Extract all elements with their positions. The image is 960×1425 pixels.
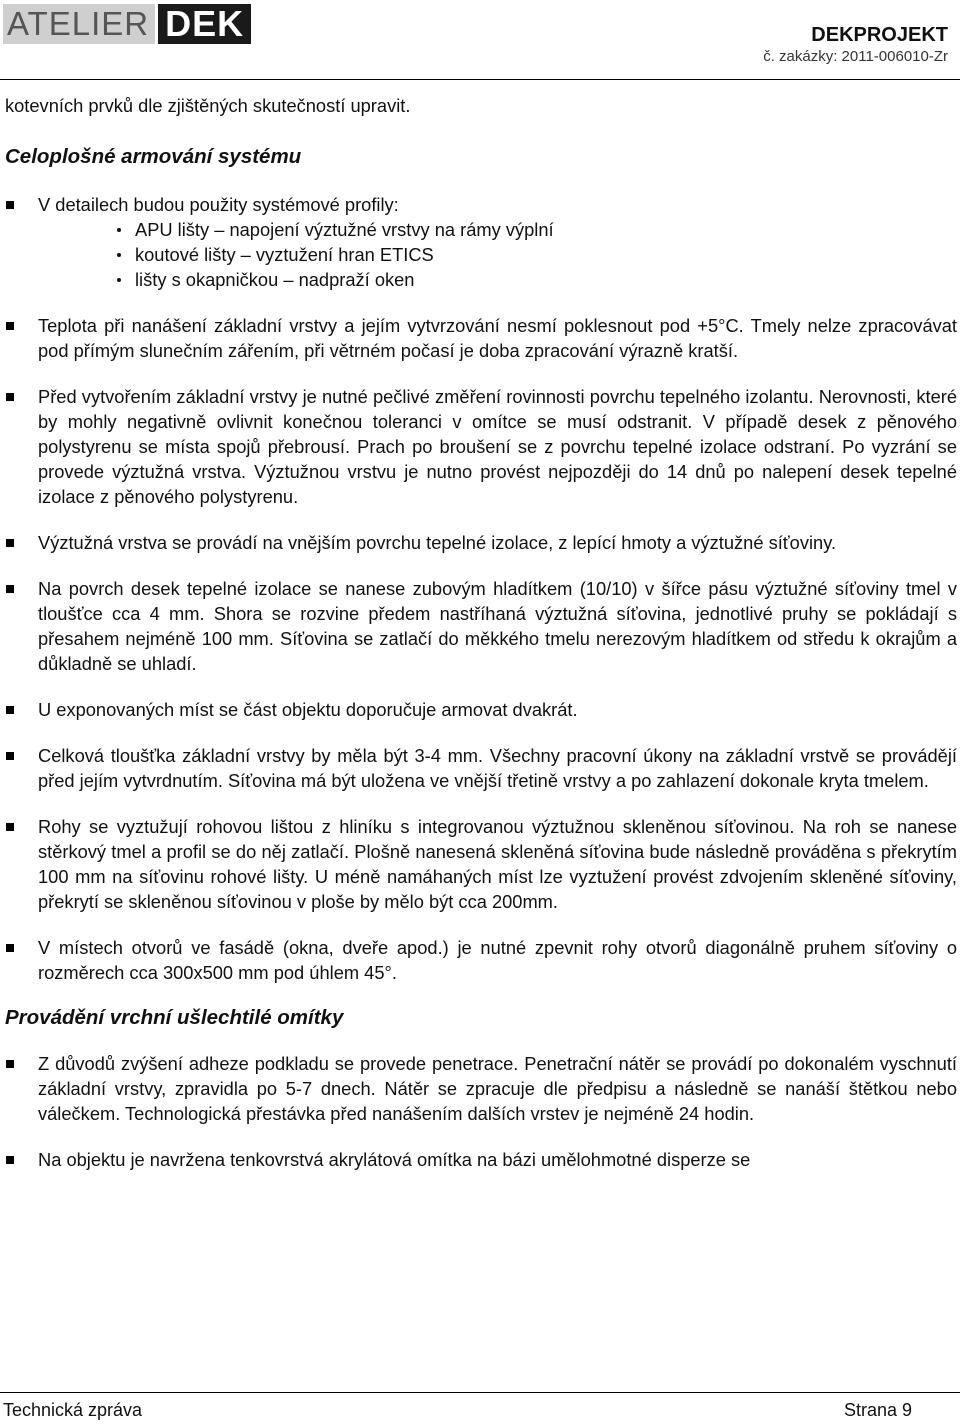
sub-list-item-text: koutové lišty – vyztužení hran ETICS — [135, 244, 434, 265]
list-item-text: V detailech budou použity systémové profily: — [38, 194, 399, 215]
list-item — [5, 384, 957, 509]
list-item — [5, 697, 957, 722]
section-heading-render: Provádění vrchní ušlechtilé omítky — [5, 1006, 344, 1029]
page-header — [0, 0, 960, 80]
square-bullet-icon — [6, 322, 14, 330]
square-bullet-icon — [6, 706, 14, 714]
list-item-text: Výztužná vrstva se provádí na vnějším povrchu tepelné izolace, z lepící hmoty a výztužné síťoviny. — [38, 532, 837, 553]
square-bullet-icon — [6, 944, 14, 952]
list-item-text: Rohy se vyztužují rohovou lištou z hliníku s integrovanou výztužnou skleněnou síťovinou. Na roh se nanese stěrkový tmel a profil se do něj zatlačí. Plošně nanesená skleněná síťovina bude následně prováděna s překrytím 100 mm na síťovinu rohové lišty. U méně namáhaných míst lze vyztužení provést zdvojením skleněné síťoviny, překrytí se skleněnou síťovinou v ploše by mělo být cca 200mm. — [38, 816, 957, 912]
document-body — [5, 93, 957, 1172]
order-number: č. zakázky: 2011-006010-Zr — [763, 48, 948, 65]
intro-paragraph: kotevních prvků dle zjištěných skutečností upravit. — [5, 95, 411, 116]
footer-document-name: Technická zpráva — [3, 1400, 143, 1420]
list-item — [5, 743, 957, 793]
list-item-text: Na objektu je navržena tenkovrstvá akrylátová omítka na bázi umělohmotné disperze se — [38, 1149, 751, 1170]
dot-bullet-icon — [117, 253, 121, 257]
list-item — [5, 1051, 957, 1126]
sub-list-item — [5, 267, 957, 292]
header-info — [763, 24, 948, 67]
square-bullet-icon — [6, 539, 14, 547]
square-bullet-icon — [6, 823, 14, 831]
logo-dek-text: DEK — [158, 4, 251, 44]
square-bullet-icon — [6, 1156, 14, 1164]
list-item-text: Teplota při nanášení základní vrstvy a jejím vytvrzování nesmí poklesnout pod +5°C. Tmely nelze zpracovávat pod přímým slunečním zářením, při větrném počasí je doba zpracování výrazně kratší. — [38, 315, 957, 361]
list-item — [5, 935, 957, 985]
dot-bullet-icon — [117, 228, 121, 232]
list-item — [5, 576, 957, 676]
square-bullet-icon — [6, 201, 14, 209]
footer-divider — [0, 1392, 960, 1393]
list-item — [5, 192, 957, 217]
header-divider — [0, 79, 960, 80]
company-logo — [3, 4, 251, 44]
list-item — [5, 530, 957, 555]
square-bullet-icon — [6, 393, 14, 401]
page-footer — [0, 1392, 960, 1425]
list-item-text: Celková tloušťka základní vrstvy by měla být 3-4 mm. Všechny pracovní úkony na základní vrstvě se provádějí před jejím vytvrdnutím. Síťovina má být uložena ve vnější třetině vrstvy a po zahlazení dokonale kryta tmelem. — [38, 745, 957, 791]
list-item — [5, 814, 957, 914]
list-item-text: U exponovaných míst se část objektu doporučuje armovat dvakrát. — [38, 699, 578, 720]
header-title: DEKPROJEKT — [811, 24, 948, 46]
dot-bullet-icon — [117, 278, 121, 282]
square-bullet-icon — [6, 752, 14, 760]
list-item-text: V místech otvorů ve fasádě (okna, dveře apod.) je nutné zpevnit rohy otvorů diagonálně pruhem síťoviny o rozměrech cca 300x500 mm pod úhlem 45°. — [38, 937, 957, 983]
square-bullet-icon — [6, 1060, 14, 1068]
profile-sublist — [5, 217, 957, 292]
sub-list-item-text: lišty s okapničkou – nadpraží oken — [135, 269, 415, 290]
list-item-text: Na povrch desek tepelné izolace se nanese zubovým hladítkem (10/10) v šířce pásu výztužné síťoviny tmel v tloušťce cca 4 mm. Shora se rozvine předem nastříhaná výztužná síťovina, jednotlivé pruhy se pokládají s přesahem nejméně 100 mm. Síťovina se zatlačí do měkkého tmelu nerezovým hladítkem od středu k okrajům a důkladně se uhladí. — [38, 578, 957, 674]
logo-atelier-text: ATELIER — [3, 4, 155, 44]
list-item-text: Z důvodů zvýšení adheze podkladu se provede penetrace. Penetrační nátěr se provádí po dokonalém vyschnutí základní vrstvy, zpravidla po 5-7 dnech. Nátěr se zpracuje dle předpisu a následně se nanáší štětkou nebo válečkem. Technologická přestávka před nanášením dalších vrstev je nejméně 24 hodin. — [38, 1053, 957, 1124]
section-heading-reinforcement: Celoplošné armování systému — [5, 145, 302, 168]
sub-list-item — [5, 217, 957, 242]
list-item-text: Před vytvořením základní vrstvy je nutné pečlivé změření rovinnosti povrchu tepelného izolantu. Nerovnosti, které by mohly negativně ovlivnit konečnou toleranci v omítce se musí odstranit. V případě desek z pěnového polystyrenu se místa spojů přebrousí. Prach po broušení se z povrchu tepelné izolace odstraní. Po vyzrání se provede výztužná vrstva. Výztužnou vrstvu je nutno provést nejpozději do 14 dnů po nalepení desek tepelné izolace z pěnového polystyrenu. — [38, 386, 957, 507]
list-item — [5, 1147, 957, 1172]
footer-page-number: Strana 9 — [843, 1400, 912, 1420]
sub-list-item — [5, 242, 957, 267]
list-item — [5, 313, 957, 363]
square-bullet-icon — [6, 585, 14, 593]
sub-list-item-text: APU lišty – napojení výztužné vrstvy na rámy výplní — [135, 219, 554, 240]
